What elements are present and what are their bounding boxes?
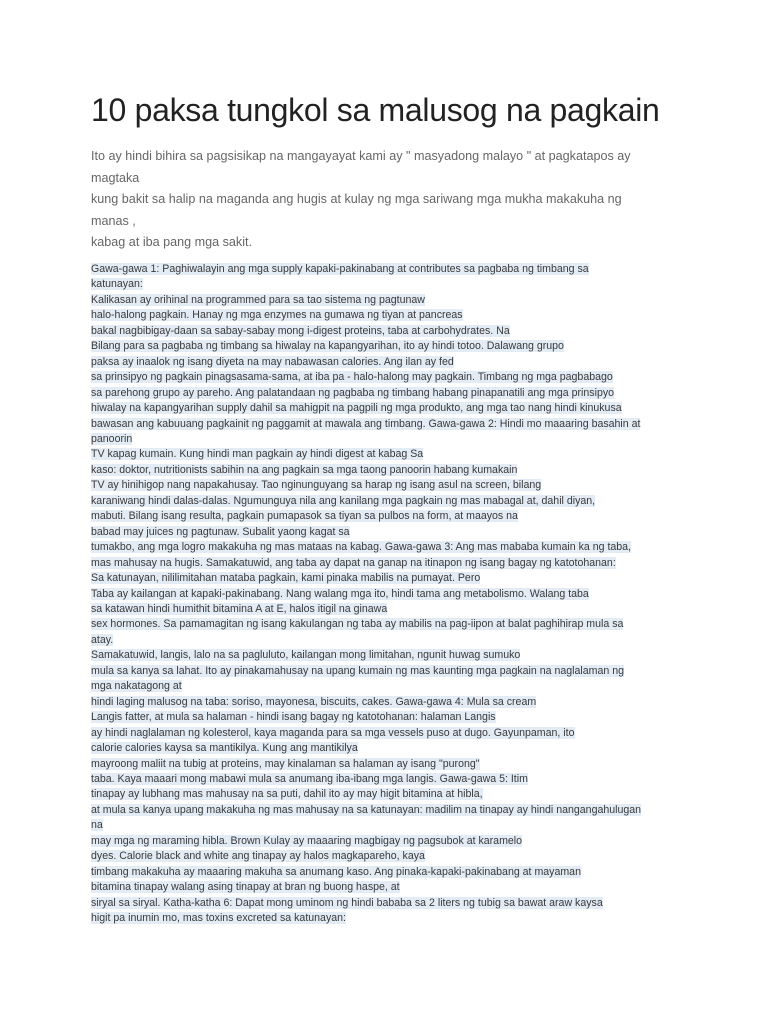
selected-text: bawasan ang kabuuang pagkainit ng paggamit at mawala ang timbang. Gawa-gawa 2: Hindi mo maaaring basahin at	[91, 417, 641, 430]
selected-text: karaniwang hindi dalas-dalas. Ngumunguya nila ang kanilang mga pagkain ng mas mabagal at, dahil diyan,	[91, 494, 596, 507]
body-line	[91, 818, 691, 833]
body-line	[91, 262, 691, 277]
body-line	[91, 849, 691, 864]
body-line	[91, 525, 691, 540]
selected-text: tumakbo, ang mga logro makakuha ng mas mataas na kabag. Gawa-gawa 3: Ang mas mababa kumain ka ng taba,	[91, 541, 632, 554]
selected-text: sex hormones. Sa pamamagitan ng isang kakulangan ng taba ay mabilis na pag-iipon at balat paghihirap mula sa	[91, 618, 624, 631]
body-line	[91, 772, 691, 787]
body-line	[91, 757, 691, 772]
body-line	[91, 648, 691, 663]
selected-text: tinapay ay lubhang mas mahusay na sa puti, dahil ito ay may higit bitamina at hibla,	[91, 788, 483, 801]
selected-text: at mula sa kanya upang makakuha ng mas mahusay na sa katunayan: madilim na tinapay ay hindi nangangahulugan	[91, 803, 642, 816]
body-line	[91, 556, 691, 571]
body-line	[91, 710, 691, 725]
selected-text: calorie calories kaysa sa mantikilya. Kung ang mantikilya	[91, 742, 358, 755]
body-line	[91, 308, 691, 323]
body-line	[91, 324, 691, 339]
body-line	[91, 602, 691, 617]
body-line	[91, 880, 691, 895]
selected-text: paksa ay inaalok ng isang diyeta na may nabawasan calories. Ang ilan ay fed	[91, 355, 454, 368]
body-line	[91, 726, 691, 741]
body-line	[91, 355, 691, 370]
selected-text: taba. Kaya maaari mong mabawi mula sa anumang iba-ibang mga langis. Gawa-gawa 5: Itim	[91, 772, 528, 785]
body-line	[91, 509, 691, 524]
intro-line: Ito ay hindi bihira sa pagsisikap na mangayayat kami ay " masyadong malayo " at pagkatapos ay	[91, 149, 631, 163]
body-line	[91, 386, 691, 401]
selected-text: sa katawan hindi humithit bitamina A at E, halos itigil na ginawa	[91, 602, 388, 615]
body-line	[91, 787, 691, 802]
selected-text: timbang makakuha ay maaaring makuha sa anumang kaso. Ang pinaka-kapaki-pakinabang at mayaman	[91, 865, 581, 878]
body-line	[91, 587, 691, 602]
selected-text: panoorin	[91, 432, 133, 445]
body-text-selected[interactable]	[91, 262, 691, 926]
body-line	[91, 401, 691, 416]
body-line	[91, 741, 691, 756]
body-line	[91, 417, 691, 432]
selected-text: may mga ng maraming hibla. Brown Kulay ay maaaring magbigay ng pagsubok at karamelo	[91, 834, 523, 847]
intro-paragraph	[91, 146, 681, 254]
body-line	[91, 277, 691, 292]
body-line	[91, 478, 691, 493]
body-line	[91, 911, 691, 926]
selected-text: mayroong maliit na tubig at proteins, may kinalaman sa halaman ay isang "purong"	[91, 757, 480, 770]
selected-text: Sa katunayan, nililimitahan mataba pagkain, kami pinaka mabilis na pumayat. Pero	[91, 572, 481, 585]
selected-text: sa prinsipyo ng pagkain pinagsasama-sama, at iba pa - halo-halong may pagkain. Timbang ng mga pagbabago	[91, 371, 613, 384]
selected-text: katunayan:	[91, 278, 143, 291]
selected-text: na	[91, 819, 103, 832]
selected-text: mga nakatagong at	[91, 680, 182, 693]
body-line	[91, 896, 691, 911]
body-line	[91, 447, 691, 462]
body-line	[91, 803, 691, 818]
selected-text: Gawa-gawa 1: Paghiwalayin ang mga supply kapaki-pakinabang at contributes sa pagbaba ng timbang sa	[91, 263, 589, 275]
selected-text: Bilang para sa pagbaba ng timbang sa hiwalay na kapangyarihan, ito ay hindi totoo. Dalawang grupo	[91, 340, 564, 353]
selected-text: atay.	[91, 633, 114, 646]
selected-text: dyes. Calorie black and white ang tinapay ay halos magkapareho, kaya	[91, 850, 425, 863]
selected-text: halo-halong pagkain. Hanay ng mga enzymes na gumawa ng tiyan at pancreas	[91, 309, 463, 322]
intro-line: magtaka	[91, 170, 140, 185]
body-line	[91, 540, 691, 555]
selected-text: mabuti. Bilang isang resulta, pagkain pumapasok sa tiyan sa pulbos na form, at maayos na	[91, 510, 518, 523]
selected-text: Kalikasan ay orihinal na programmed para sa tao sistema ng pagtunaw	[91, 293, 425, 306]
page-title: 10 paksa tungkol sa malusog na pagkain	[91, 92, 660, 128]
body-line	[91, 494, 691, 509]
body-line	[91, 834, 691, 849]
selected-text: mula sa kanya sa lahat. Ito ay pinakamahusay na upang kumain ng mas kaunting mga pagkain na naglalaman ng	[91, 664, 624, 677]
selected-text: TV ay hinihigop nang napakahusay. Tao nginunguyang sa harap ng isang asul na screen, bilang	[91, 479, 542, 492]
body-line	[91, 664, 691, 679]
body-line	[91, 679, 691, 694]
intro-line: kung bakit sa halip na maganda ang hugis at kulay ng mga sariwang mga mukha makakuha ng	[91, 192, 622, 206]
body-line	[91, 633, 691, 648]
body-line	[91, 695, 691, 710]
selected-text: higit pa inumin mo, mas toxins excreted sa katunayan:	[91, 912, 346, 925]
selected-text: bitamina tinapay walang asing tinapay at bran ng buong haspe, at	[91, 881, 400, 894]
selected-text: Samakatuwid, langis, lalo na sa pagluluto, kailangan mong limitahan, ngunit huwag sumuko	[91, 649, 521, 662]
body-line	[91, 432, 691, 447]
selected-text: ay hindi naglalaman ng kolesterol, kaya maganda para sa mga vessels puso at dugo. Gayunpaman, ito	[91, 726, 575, 739]
selected-text: Langis fatter, at mula sa halaman - hindi isang bagay ng katotohanan: halaman Langis	[91, 711, 496, 724]
selected-text: hindi laging malusog na taba: soriso, mayonesa, biscuits, cakes. Gawa-gawa 4: Mula sa cream	[91, 695, 537, 708]
selected-text: siryal sa siryal. Katha-katha 6: Dapat mong uminom ng hindi bababa sa 2 liters ng tubig sa bawat araw kaysa	[91, 896, 603, 909]
selected-text: Taba ay kailangan at kapaki-pakinabang. Nang walang mga ito, hindi tama ang metabolismo. Walang taba	[91, 587, 589, 600]
body-line	[91, 293, 691, 308]
selected-text: hiwalay na kapangyarihan supply dahil sa mahigpit na pagpili ng mga produkto, ang mga tao nang hindi kinukusa	[91, 402, 622, 415]
selected-text: kaso: doktor, nutritionists sabihin na ang pagkain sa mga taong panoorin habang kumakain	[91, 463, 518, 476]
intro-line: manas ,	[91, 213, 136, 228]
body-line	[91, 617, 691, 632]
selected-text: TV kapag kumain. Kung hindi man pagkain ay hindi digest at kabag Sa	[91, 448, 424, 461]
body-line	[91, 865, 691, 880]
intro-line: kabag at iba pang mga sakit.	[91, 235, 253, 249]
selected-text: babad may juices ng pagtunaw. Subalit yaong kagat sa	[91, 525, 350, 538]
body-line	[91, 571, 691, 586]
selected-text: bakal nagbibigay-daan sa sabay-sabay mong i-digest proteins, taba at carbohydrates. Na	[91, 324, 510, 337]
body-line	[91, 339, 691, 354]
body-line	[91, 463, 691, 478]
selected-text: sa parehong grupo ay pareho. Ang palatandaan ng pagbaba ng timbang habang pinapanatili ang mga prinsipyo	[91, 386, 615, 399]
body-line	[91, 370, 691, 385]
selected-text: mas mahusay na hugis. Samakatuwid, ang taba ay dapat na ganap na itinapon ng isang bagay ng katotohanan:	[91, 556, 616, 569]
